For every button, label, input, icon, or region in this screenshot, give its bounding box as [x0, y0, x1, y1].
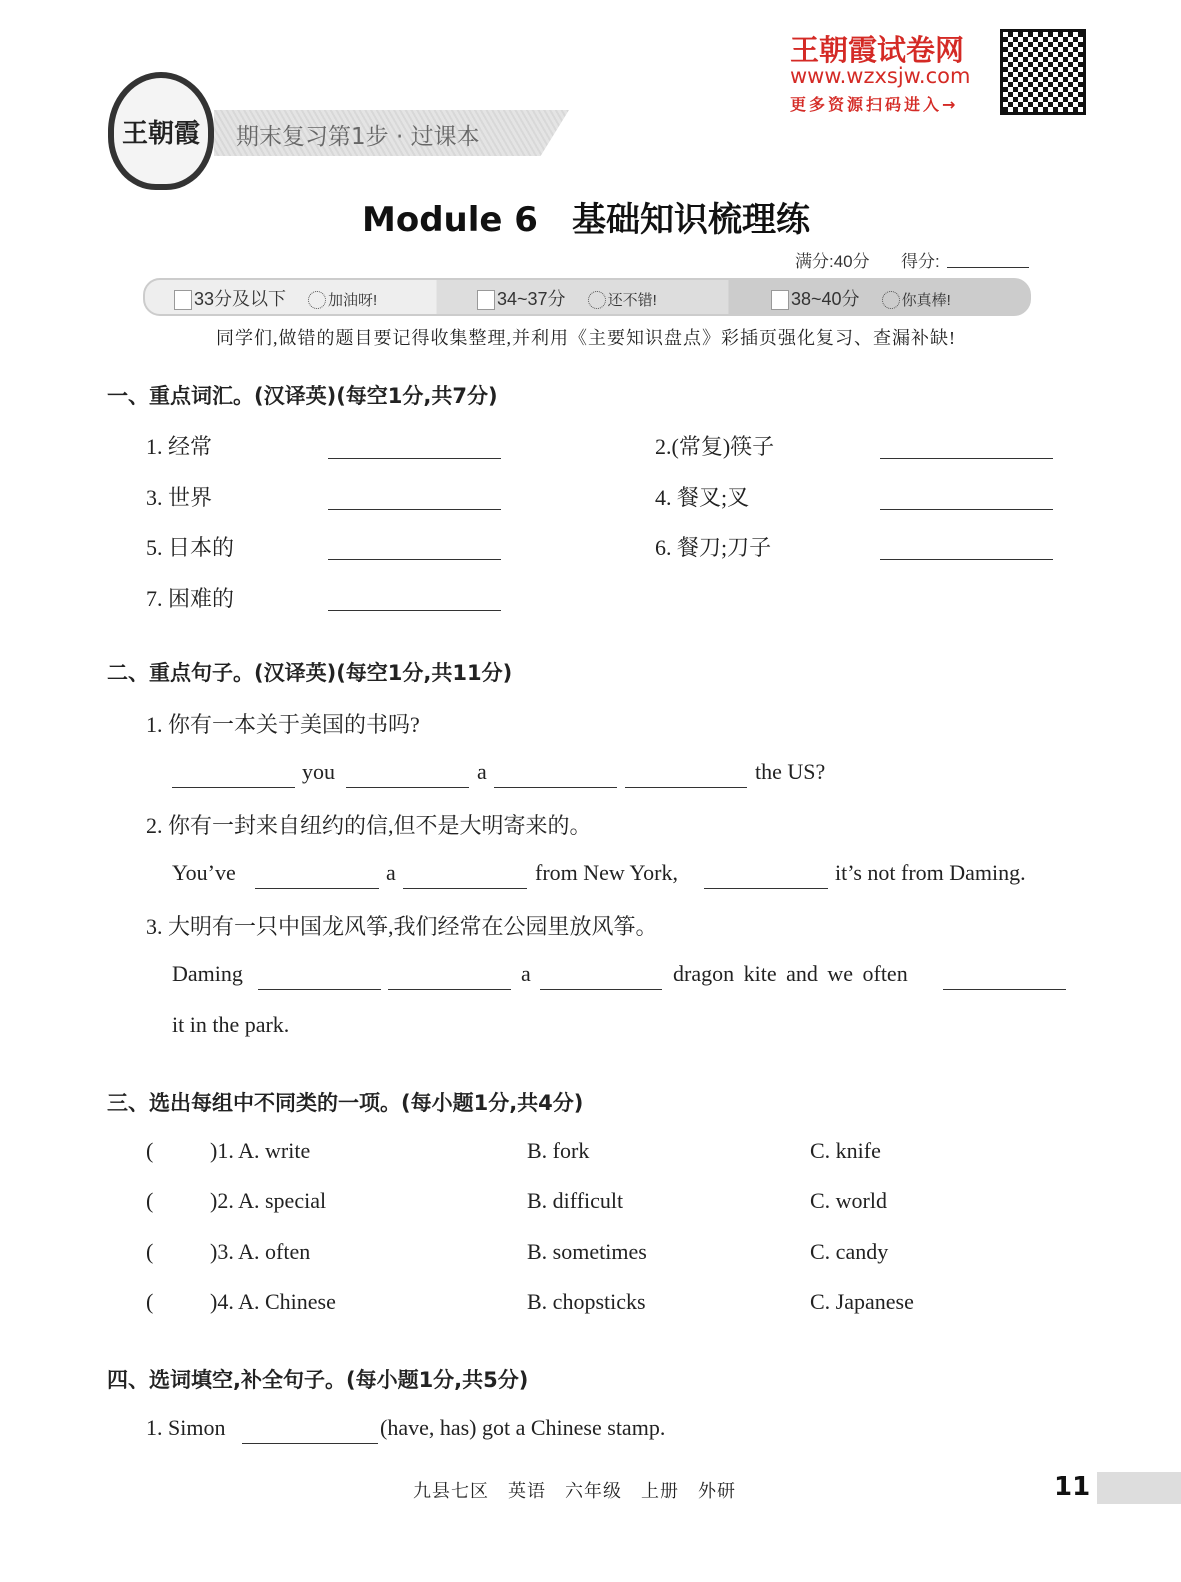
fill-prompt: (have, has) got a Chinese stamp. — [380, 1415, 666, 1440]
smiley-icon — [308, 291, 326, 309]
sentence-word: a — [521, 961, 531, 986]
checkbox[interactable] — [477, 290, 495, 310]
page-number: 11 — [1054, 1472, 1091, 1502]
section-1-heading: 一、重点词汇。(汉译英)(每空1分,共7分) — [107, 384, 498, 408]
option-b: B. chopsticks — [527, 1289, 646, 1314]
answer-blank[interactable] — [242, 1442, 378, 1444]
answer-blank[interactable] — [258, 988, 381, 990]
grade-range: 38~40分 — [791, 289, 860, 309]
grade-option[interactable] — [771, 285, 951, 311]
grade-comment: 加油呀! — [328, 292, 378, 309]
option-c: C. Japanese — [810, 1289, 914, 1314]
answer-blank[interactable] — [494, 786, 617, 788]
page-title: Module 6 基础知识梳理练 — [362, 200, 810, 240]
answer-blank[interactable] — [388, 988, 511, 990]
grade-comment: 还不错! — [607, 292, 657, 309]
answer-paren[interactable]: ( — [146, 1138, 154, 1163]
answer-blank[interactable] — [346, 786, 469, 788]
tip-text: 同学们,做错的题目要记得收集整理,并利用《主要知识盘点》彩插页强化复习、查漏补缺! — [216, 328, 956, 348]
grade-range: 33分及以下 — [194, 289, 287, 309]
grade-range: 34~37分 — [497, 289, 566, 309]
answer-blank[interactable] — [172, 786, 295, 788]
brand-url[interactable]: www.wzxsjw.com — [790, 64, 971, 88]
brand-name: 王朝霞试卷网 — [790, 33, 965, 67]
vocab-item: 1. 经常 — [146, 434, 213, 459]
grade-option[interactable] — [477, 285, 657, 311]
answer-blank[interactable] — [255, 887, 379, 889]
smiley-icon — [882, 291, 900, 309]
answer-paren[interactable]: ( — [146, 1188, 154, 1213]
option-a: )2. A. special — [210, 1188, 327, 1213]
grade-comment: 你真棒! — [901, 292, 951, 309]
option-a: )4. A. Chinese — [210, 1289, 336, 1314]
vocab-item: 6. 餐刀;刀子 — [655, 535, 772, 560]
brand-cta: 更多资源扫码进入→ — [790, 95, 959, 114]
banner-text: 期末复习第1步 · 过课本 — [236, 124, 480, 150]
answer-blank[interactable] — [328, 558, 501, 560]
answer-blank[interactable] — [328, 457, 501, 459]
vocab-item: 4. 餐叉;叉 — [655, 485, 750, 510]
answer-blank[interactable] — [880, 508, 1053, 510]
option-c: C. knife — [810, 1138, 881, 1163]
smiley-icon — [588, 291, 606, 309]
section-3-heading: 三、选出每组中不同类的一项。(每小题1分,共4分) — [107, 1091, 584, 1115]
page-tab — [1015, 1472, 1181, 1504]
vocab-item: 2.(常复)筷子 — [655, 434, 775, 459]
answer-blank[interactable] — [328, 609, 501, 611]
answer-blank[interactable] — [328, 508, 501, 510]
option-b: B. difficult — [527, 1188, 624, 1213]
sentence-word: Daming — [172, 961, 243, 986]
sentence-word: dragon kite and we often — [673, 961, 908, 986]
checkbox[interactable] — [174, 290, 192, 310]
section-4-heading: 四、选词填空,补全句子。(每小题1分,共5分) — [107, 1368, 529, 1392]
section-2-heading: 二、重点句子。(汉译英)(每空1分,共11分) — [107, 661, 513, 685]
full-score: 满分:40分 — [795, 252, 870, 271]
sentence-prompt: 3. 大明有一只中国龙风筝,我们经常在公园里放风筝。 — [146, 914, 658, 939]
vocab-item: 3. 世界 — [146, 485, 213, 510]
vocab-item: 7. 困难的 — [146, 586, 235, 611]
grade-option[interactable] — [174, 285, 377, 311]
vocab-item: 5. 日本的 — [146, 535, 235, 560]
sentence-word: you — [302, 759, 335, 784]
answer-blank[interactable] — [880, 457, 1053, 459]
fill-prompt: 1. Simon — [146, 1415, 226, 1440]
option-a: )3. A. often — [210, 1239, 311, 1264]
sentence-prompt: 1. 你有一本关于美国的书吗? — [146, 712, 420, 737]
option-b: B. fork — [527, 1138, 590, 1163]
sentence-prompt: 2. 你有一封来自纽约的信,但不是大明寄来的。 — [146, 813, 592, 838]
sentence-word: You’ve — [172, 860, 236, 885]
score-label: 得分: — [901, 252, 940, 271]
option-b: B. sometimes — [527, 1239, 647, 1264]
sentence-word: the US? — [755, 759, 826, 784]
answer-blank[interactable] — [403, 887, 527, 889]
answer-blank[interactable] — [704, 887, 828, 889]
sentence-word: it in the park. — [172, 1012, 290, 1037]
qr-code-icon[interactable] — [1003, 32, 1083, 112]
score-field[interactable] — [947, 266, 1029, 268]
option-c: C. world — [810, 1188, 887, 1213]
sentence-word: it’s not from Daming. — [835, 860, 1026, 885]
sentence-word: a — [477, 759, 487, 784]
answer-blank[interactable] — [540, 988, 662, 990]
sentence-word: a — [386, 860, 396, 885]
footer-info: 九县七区 英语 六年级 上册 外研 — [413, 1481, 736, 1501]
answer-blank[interactable] — [943, 988, 1066, 990]
answer-paren[interactable]: ( — [146, 1289, 154, 1314]
option-c: C. candy — [810, 1239, 889, 1264]
answer-paren[interactable]: ( — [146, 1239, 154, 1264]
option-a: )1. A. write — [210, 1138, 311, 1163]
answer-blank[interactable] — [625, 786, 747, 788]
answer-blank[interactable] — [880, 558, 1053, 560]
logo-seal: 王朝霞 — [108, 72, 214, 190]
sentence-word: from New York, — [535, 860, 678, 885]
checkbox[interactable] — [771, 290, 789, 310]
